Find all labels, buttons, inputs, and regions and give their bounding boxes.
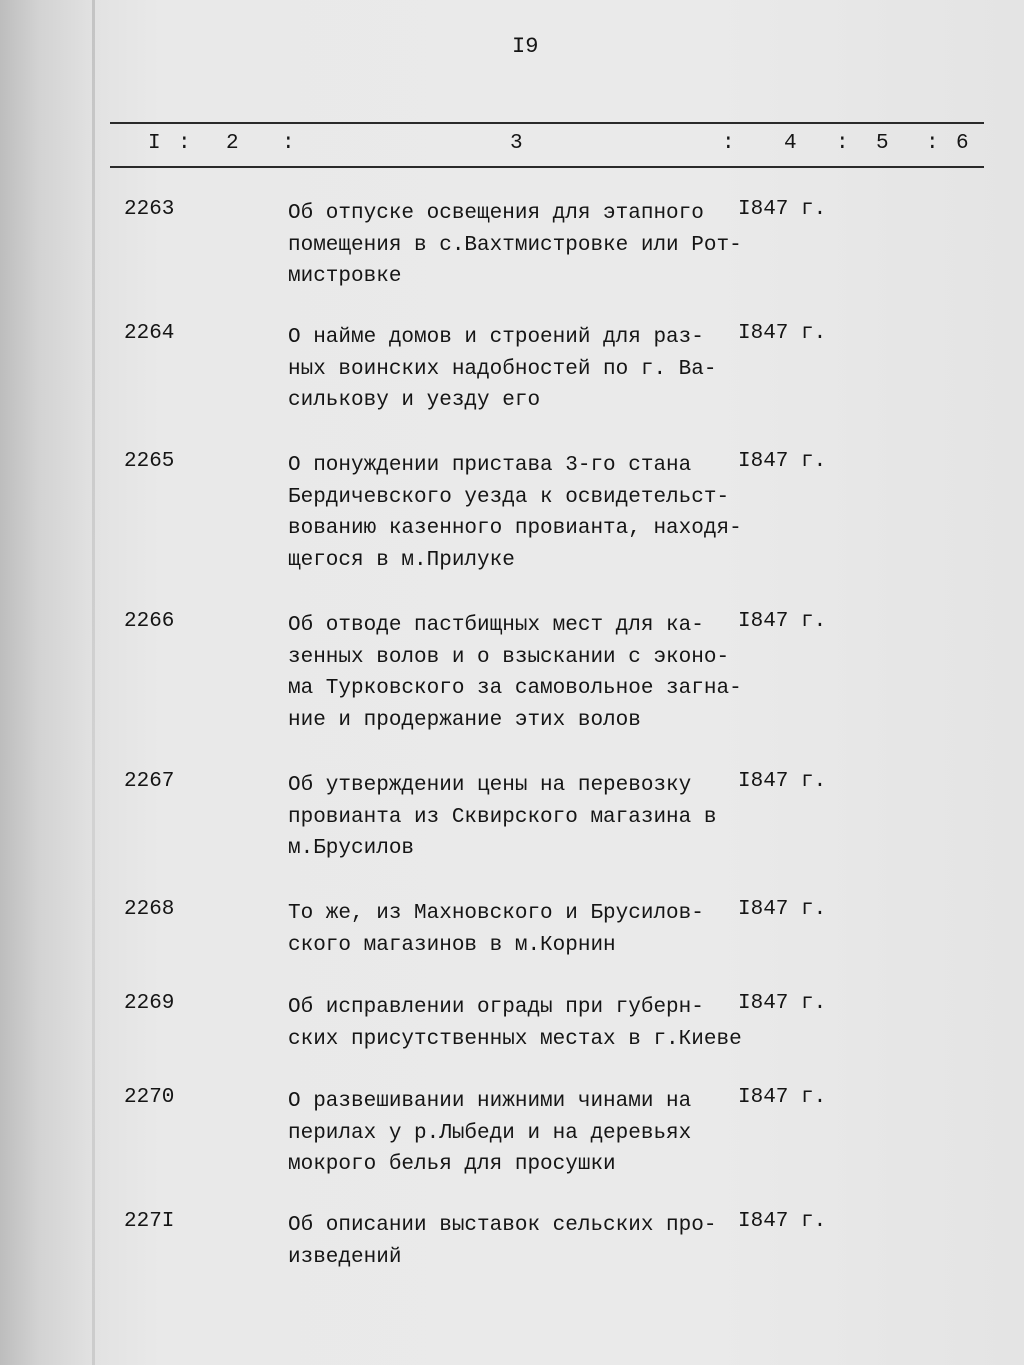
record-number: 2268 (124, 898, 175, 921)
record-year: I847 г. (738, 322, 827, 345)
record-title-line: изведений (288, 1245, 402, 1269)
table-header-bottom-rule (110, 166, 984, 168)
record-title (288, 992, 740, 1055)
column-header-1: I (148, 132, 161, 155)
page-number: I9 (512, 34, 539, 59)
column-header-3: 3 (510, 132, 523, 155)
record-title-line: ма Турковского за самовольное загна- (288, 677, 742, 700)
record-year: I847 г. (738, 1086, 827, 1109)
record-title-line: О развешивании нижними чинами на (288, 1090, 692, 1113)
column-separator: : (926, 132, 939, 155)
record-title-line: щегося в м.Прилуке (288, 548, 515, 572)
record-title-line: ние и продержание этих волов (288, 708, 641, 732)
record-number: 2264 (124, 322, 175, 345)
record-title-line: провианта из Сквирского магазина в (288, 805, 717, 829)
record-title-line: силькову и уезду его (288, 389, 541, 412)
column-separator: : (178, 132, 191, 155)
record-title (288, 198, 740, 293)
record-title-line: Об описании выставок сельских про- (288, 1214, 717, 1237)
record-title-line: мокрого белья для просушки (288, 1153, 616, 1176)
record-title-line: Об отпуске освещения для этапного (288, 202, 704, 225)
column-header-5: 5 (876, 132, 889, 155)
record-number: 227I (124, 1210, 175, 1233)
record-number: 2269 (124, 992, 175, 1015)
record-title-line: мистровке (288, 265, 402, 288)
record-title (288, 322, 740, 417)
record-title-line: Об утверждении цены на перевозку (288, 774, 692, 797)
record-title (288, 450, 740, 576)
record-number: 2263 (124, 198, 175, 221)
record-title-line: Об отводе пастбищных мест для ка- (288, 614, 704, 637)
column-header-2: 2 (226, 132, 239, 155)
record-title (288, 610, 740, 736)
record-title-line: перилах у р.Лыбеди и на деревьях (288, 1121, 692, 1145)
record-year: I847 г. (738, 610, 827, 633)
record-title-line: ских присутственных местах в г.Киеве (288, 1027, 742, 1051)
column-header-6: 6 (956, 132, 969, 155)
record-title-line: зенных волов и о взыскании с эконо- (288, 645, 730, 669)
record-number: 2266 (124, 610, 175, 633)
record-title (288, 770, 740, 865)
record-title (288, 898, 740, 961)
record-title-line: Бердичевского уезда к освидетельст- (288, 485, 730, 509)
record-year: I847 г. (738, 992, 827, 1015)
page-fold-shadow (92, 0, 95, 1365)
record-number: 2270 (124, 1086, 175, 1109)
record-title-line: ных воинских надобностей по г. Ва- (288, 357, 717, 381)
column-separator: : (836, 132, 849, 155)
column-separator: : (282, 132, 295, 155)
record-title-line: помещения в с.Вахтмистровке или Рот- (288, 233, 742, 257)
column-header-4: 4 (784, 132, 797, 155)
record-title-line: О найме домов и строений для раз- (288, 326, 704, 349)
record-title-line: То же, из Махновского и Брусилов- (288, 902, 704, 925)
record-title-line: м.Брусилов (288, 837, 415, 860)
record-title-line: Об исправлении ограды при губерн- (288, 996, 704, 1019)
record-title (288, 1210, 740, 1273)
column-separator: : (722, 132, 735, 155)
record-title-line: О понуждении пристава 3-го стана (288, 454, 692, 477)
record-number: 2267 (124, 770, 175, 793)
record-year: I847 г. (738, 770, 827, 793)
record-number: 2265 (124, 450, 175, 473)
record-year: I847 г. (738, 898, 827, 921)
record-year: I847 г. (738, 450, 827, 473)
record-title (288, 1086, 740, 1181)
record-year: I847 г. (738, 198, 827, 221)
table-header-top-rule (110, 122, 984, 124)
record-year: I847 г. (738, 1210, 827, 1233)
record-title-line: вованию казенного провианта, находя- (288, 517, 742, 540)
record-title-line: ского магазинов в м.Корнин (288, 933, 616, 957)
